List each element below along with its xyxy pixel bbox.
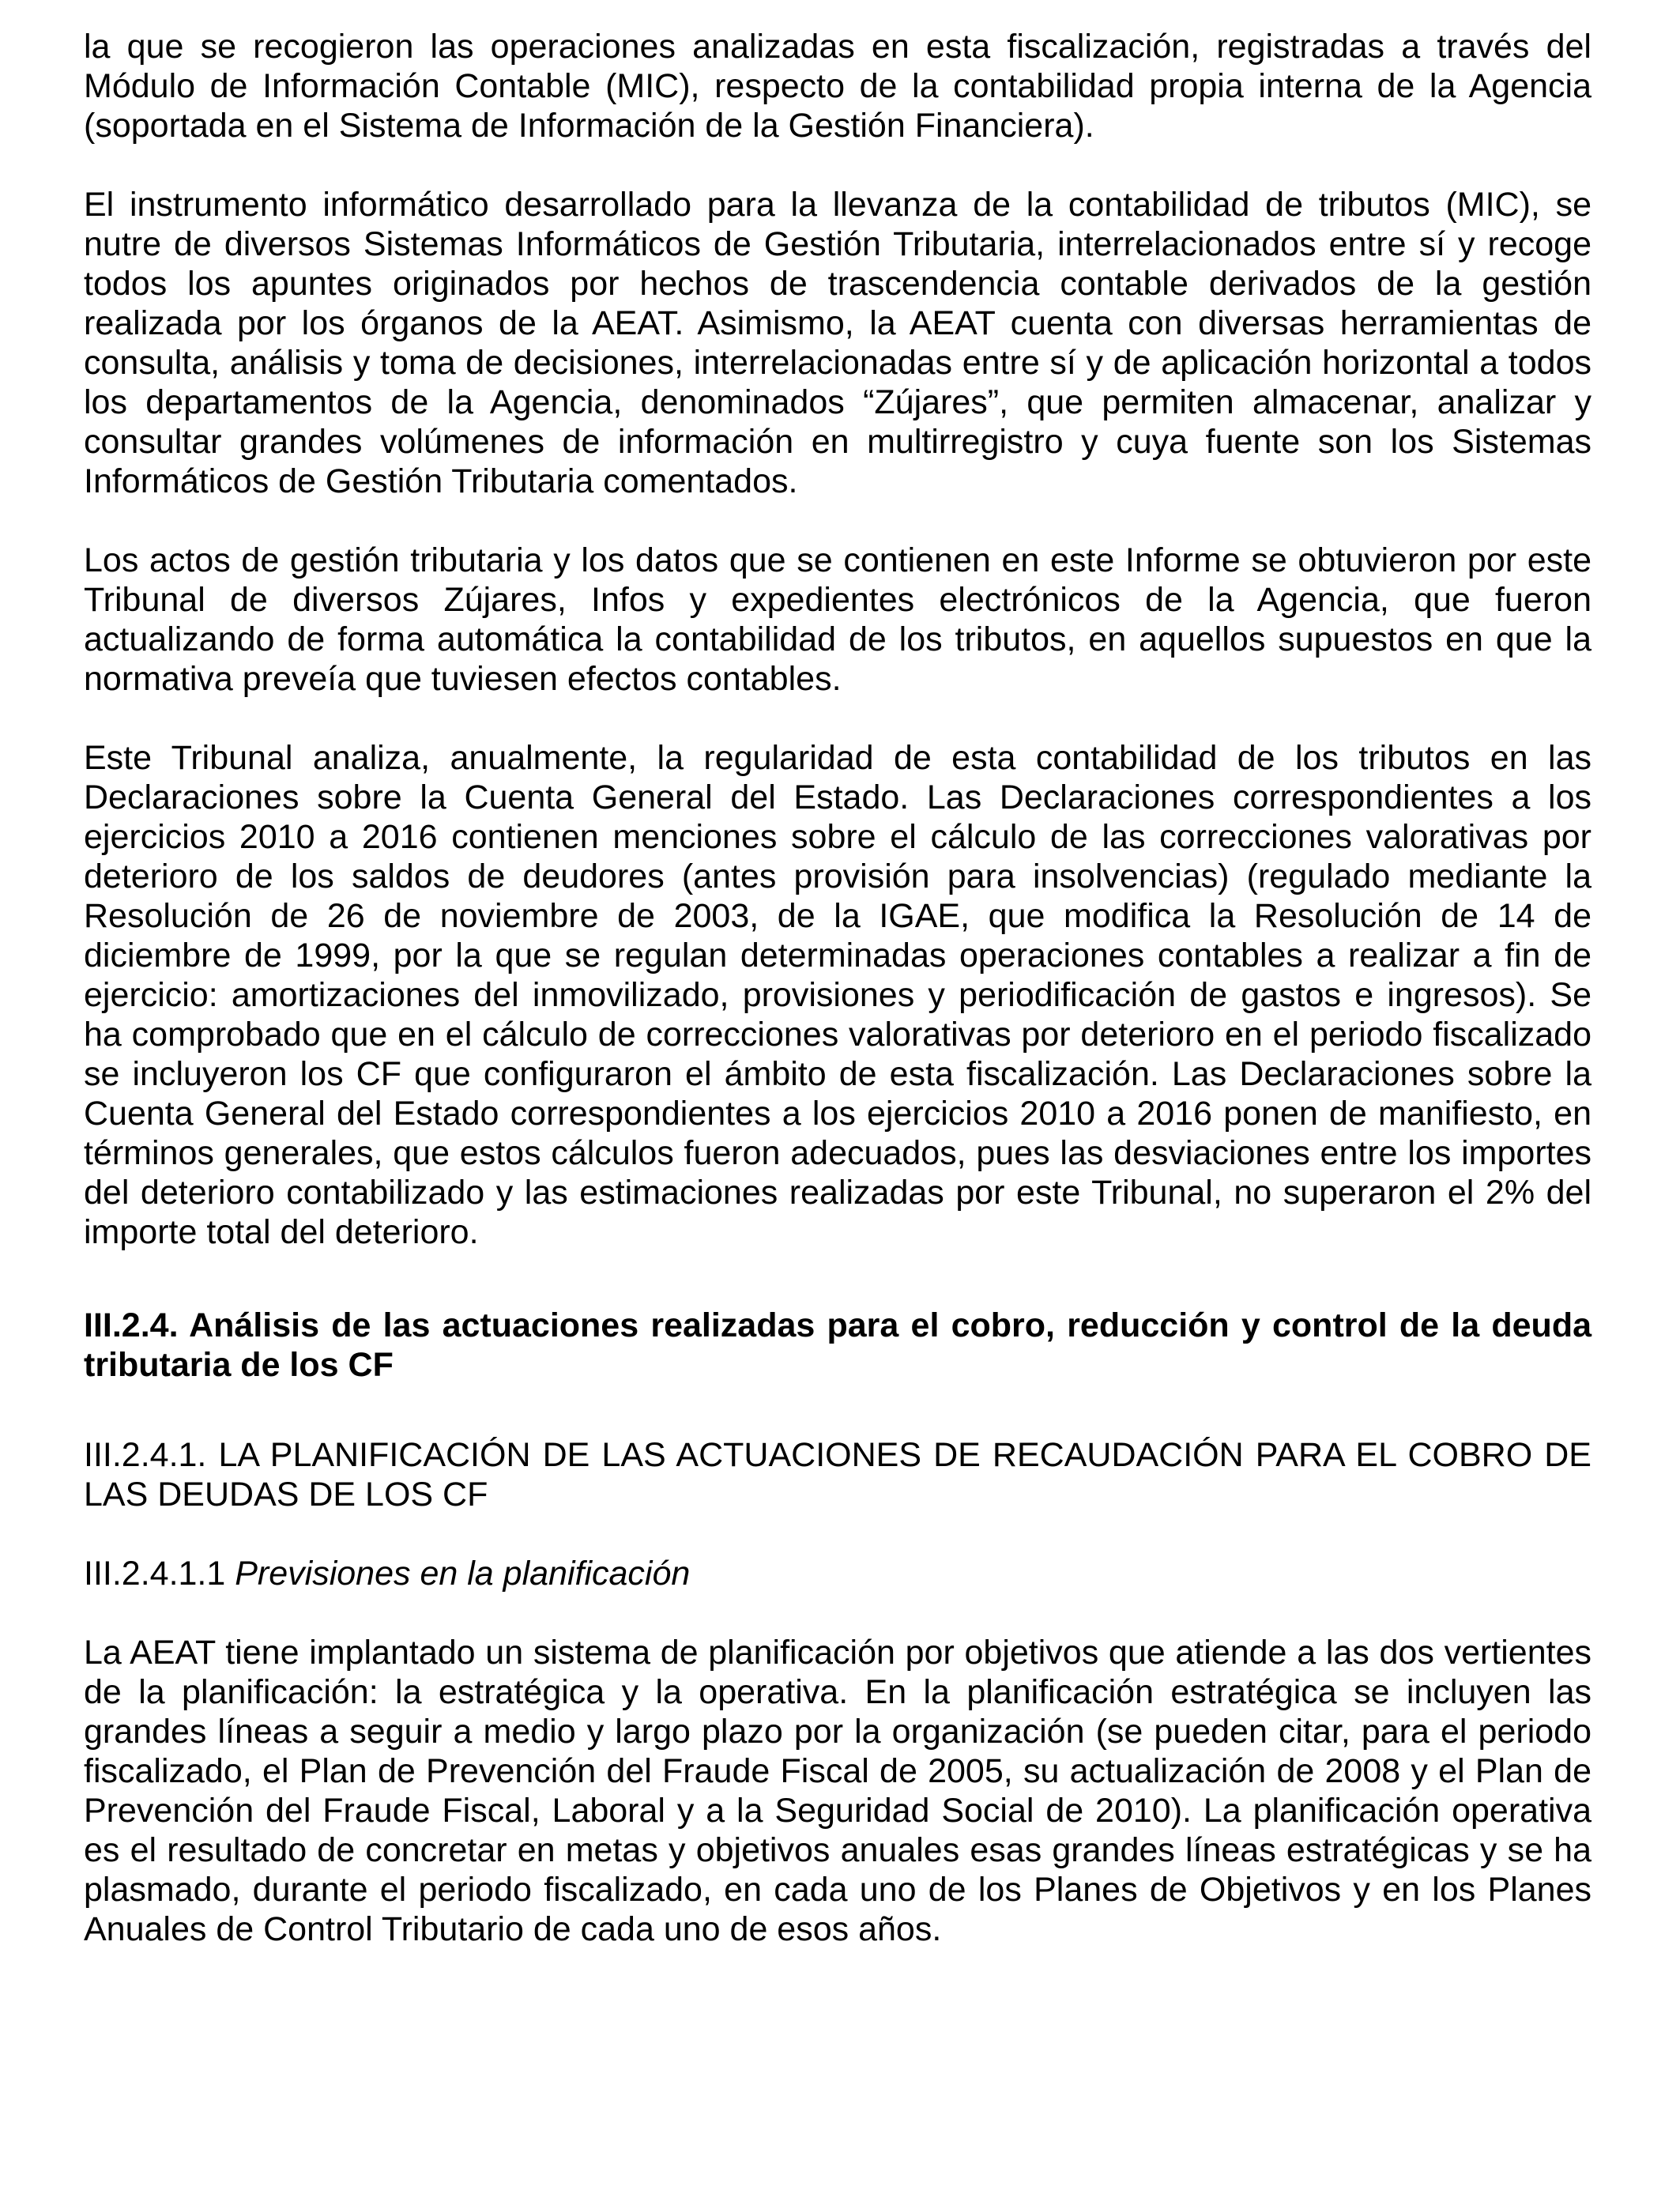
subsection-heading-iii-2-4-1: III.2.4.1. LA PLANIFICACIÓN DE LAS ACTUACIONES DE RECAUDACIÓN PARA EL COBRO DE LAS DEUDAS DE LOS CF [84, 1436, 1591, 1514]
paragraph-mic-instrument: El instrumento informático desarrollado para la llevanza de la contabilidad de tributos (MIC), se nutre de diversos Sistemas Informáticos de Gestión Tributaria, interrelacionados entre sí y recoge todos los apuntes originados por hechos de trascendencia contable derivados de la gestión realizada por los órganos de la AEAT. Asimismo, la AEAT cuenta con diversas herramientas de consulta, análisis y toma de decisiones, interrelacionadas entre sí y de aplicación horizontal a todos los departamentos de la Agencia, denominados “Zújares”, que permiten almacenar, analizar y consultar grandes volúmenes de información en multirregistro y cuya fuente son los Sistemas Informáticos de Gestión Tributaria comentados. [84, 186, 1591, 500]
paragraph-tribunal-analysis: Este Tribunal analiza, anualmente, la regularidad de esta contabilidad de los tributos en las Declaraciones sobre la Cuenta General del Estado. Las Declaraciones correspondientes a los ejercicios 2010 a 2016 contienen menciones sobre el cálculo de las correcciones valorativas por deterioro de los saldos de deudores (antes provisión para insolvencias) (regulado mediante la Resolución de 26 de noviembre de 2003, de la IGAE, que modifica la Resolución de 14 de diciembre de 1999, por la que se regulan determinadas operaciones contables a realizar a fin de ejercicio: amortizaciones del inmovilizado, provisiones y periodificación de gastos e ingresos). Se ha comprobado que en el cálculo de correcciones valorativas por deterioro en el periodo fiscalizado se incluyeron los CF que configuraron el ámbito de esta fiscalización. Las Declaraciones sobre la Cuenta General del Estado correspondientes a los ejercicios 2010 a 2016 ponen de manifiesto, en términos generales, que estos cálculos fueron adecuados, pues las desviaciones entre los importes del deterioro contabilizado y las estimaciones realizadas por este Tribunal, no superaron el 2% del importe total del deterioro. [84, 739, 1591, 1251]
document-page [84, 27, 1591, 1949]
subsubsection-title: Previsiones en la planificación [235, 1555, 691, 1593]
subsubsection-heading-iii-2-4-1-1 [84, 1554, 1591, 1593]
paragraph-aeat-planning: La AEAT tiene implantado un sistema de planificación por objetivos que atiende a las dos vertientes de la planificación: la estratégica y la operativa. En la planificación estratégica se incluyen las grandes líneas a seguir a medio y largo plazo por la organización (se pueden citar, para el periodo fiscalizado, el Plan de Prevención del Fraude Fiscal de 2005, su actualización de 2008 y el Plan de Prevención del Fraude Fiscal, Laboral y a la Seguridad Social de 2010). La planificación operativa es el resultado de concretar en metas y objetivos anuales esas grandes líneas estratégicas y se ha plasmado, durante el periodo fiscalizado, en cada uno de los Planes de Objetivos y en los Planes Anuales de Control Tributario de cada uno de esos años. [84, 1634, 1591, 1948]
section-heading-iii-2-4: III.2.4. Análisis de las actuaciones realizadas para el cobro, reducción y control de la deuda tributaria de los CF [84, 1306, 1591, 1384]
paragraph-gestion-tributaria: Los actos de gestión tributaria y los datos que se contienen en este Informe se obtuvieron por este Tribunal de diversos Zújares, Infos y expedientes electrónicos de la Agencia, que fueron actualizando de forma automática la contabilidad de los tributos, en aquellos supuestos en que la normativa preveía que tuviesen efectos contables. [84, 541, 1591, 698]
subsubsection-number: III.2.4.1.1 [84, 1555, 226, 1593]
paragraph-mic-operations: la que se recogieron las operaciones analizadas en esta fiscalización, registradas a través del Módulo de Información Contable (MIC), respecto de la contabilidad propia interna de la Agencia (soportada en el Sistema de Información de la Gestión Financiera). [84, 28, 1591, 145]
